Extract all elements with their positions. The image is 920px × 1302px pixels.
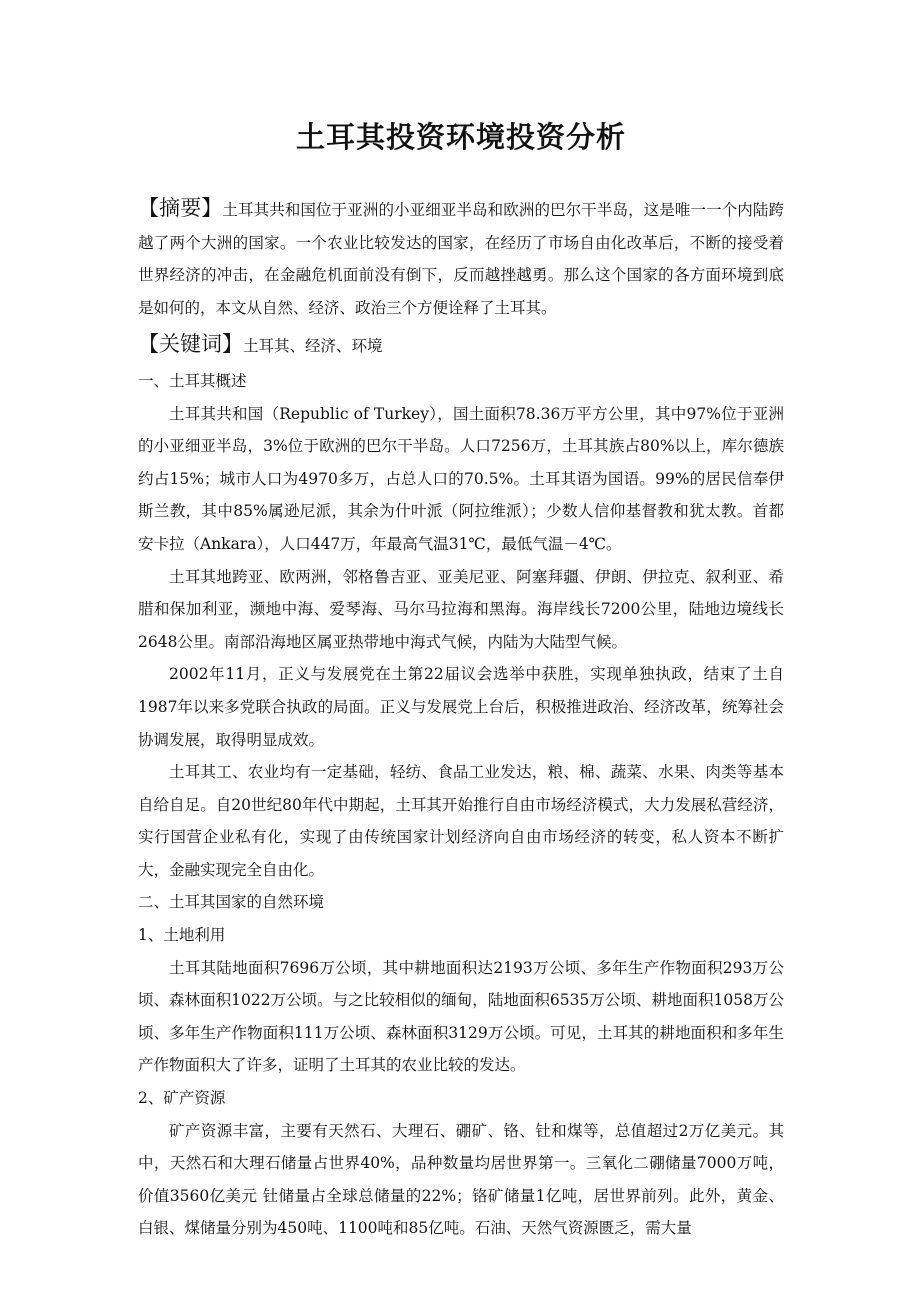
land-use-paragraph: 土耳其陆地面积7696万公顷，其中耕地面积达2193万公顷、多年生产作物面积293万公顷、森林面积1022万公顷。与之比较相似的缅甸，陆地面积6535万公顷、耕地面积1058万公顷、多年生产作物面积111万公顷、森林面积3129万公顷。可见，土耳其的耕地面积和多年生产作物面积大了许多，证明了土耳其的农业比较的发达。 xyxy=(138,958,784,1075)
document-title: 土耳其投资环境投资分析 xyxy=(295,120,626,154)
overview-paragraph-4: 土耳其工、农业均有一定基础，轻纺、食品工业发达，粮、棉、蔬菜、水果、肉类等基本自给自足。自20世纪80年代中期起，土耳其开始推行自由市场经济模式，大力发展私营经济，实行国营企业私有化，实现了由传统国家计划经济向自由市场经济的转变，私人资本不断扩大，金融实现完全自由化。 xyxy=(138,763,784,879)
keywords-text: 土耳其、经济、环境 xyxy=(243,337,383,356)
keywords-paragraph xyxy=(138,328,784,363)
abstract-paragraph xyxy=(138,192,784,324)
overview-paragraph-3: 2002年11月，正义与发展党在土第22届议会选举中获胜，实现单独执政，结束了土自1987年以来多党联合执政的局面。正义与发展党上台后，积极推进政治、经济改革，统筹社会协调发展，取得明显成效。 xyxy=(138,665,784,749)
keywords-label: 【关键词】 xyxy=(138,332,243,357)
section-heading-natural-environment: 二、土耳其国家的自然环境 xyxy=(138,893,325,912)
overview-paragraph-2: 土耳其地跨亚、欧两洲，邻格鲁吉亚、亚美尼亚、阿塞拜疆、伊朗、伊拉克、叙利亚、希腊和保加利亚，濒地中海、爱琴海、马尔马拉海和黑海。海岸线长7200公里，陆地边境线长2648公里。南部沿海地区属亚热带地中海式气候，内陆为大陆型气候。 xyxy=(138,567,784,651)
overview-paragraph-1: 土耳其共和国（Republic of Turkey），国土面积78.36万平方公里，其中97%位于亚洲的小亚细亚半岛，3%位于欧洲的巴尔干半岛。人口7256万，土耳其族占80%以上，库尔德族约占15%；城市人口为4970多万，占总人口的70.5%。土耳其语为国语。99%的居民信奉伊斯兰教，其中85%属逊尼派，其余为什叶派（阿拉维派）；少数人信仰基督教和犹太教。首都安卡拉（Ankara），人口447万，年最高气温31℃，最低气温－4℃。 xyxy=(138,404,784,553)
section-heading-overview: 一、土耳其概述 xyxy=(138,371,247,390)
subsection-heading-mineral-resources: 2、矿产资源 xyxy=(138,1089,226,1108)
mineral-resources-paragraph: 矿产资源丰富，主要有天然石、大理石、硼矿、铬、钍和煤等，总值超过2万亿美元。其中，天然石和大理石储量占世界40%，品种数量均居世界第一。三氧化二硼储量7000万吨，价值3560亿美元 钍储量占全球总储量的22%；铬矿储量1亿吨，居世界前列。此外，黄金、白银、煤储量分别为450吨、1100吨和85亿吨。石油、天然气资源匮乏，需大量 xyxy=(138,1121,784,1238)
abstract-text: 土耳其共和国位于亚洲的小亚细亚半岛和欧洲的巴尔干半岛，这是唯一一个内陆跨越了两个大洲的国家。一个农业比较发达的国家，在经历了市场自由化改革后，不断的接受着世界经济的冲击，在金融危机面前没有倒下，反而越挫越勇。那么这个国家的各方面环境到底是如何的，本文从自然、经济、政治三个方便诠释了土耳其。 xyxy=(138,201,785,317)
document-body xyxy=(138,192,784,1245)
abstract-label: 【摘要】 xyxy=(138,196,223,220)
subsection-heading-land-use: 1、土地利用 xyxy=(138,926,226,945)
